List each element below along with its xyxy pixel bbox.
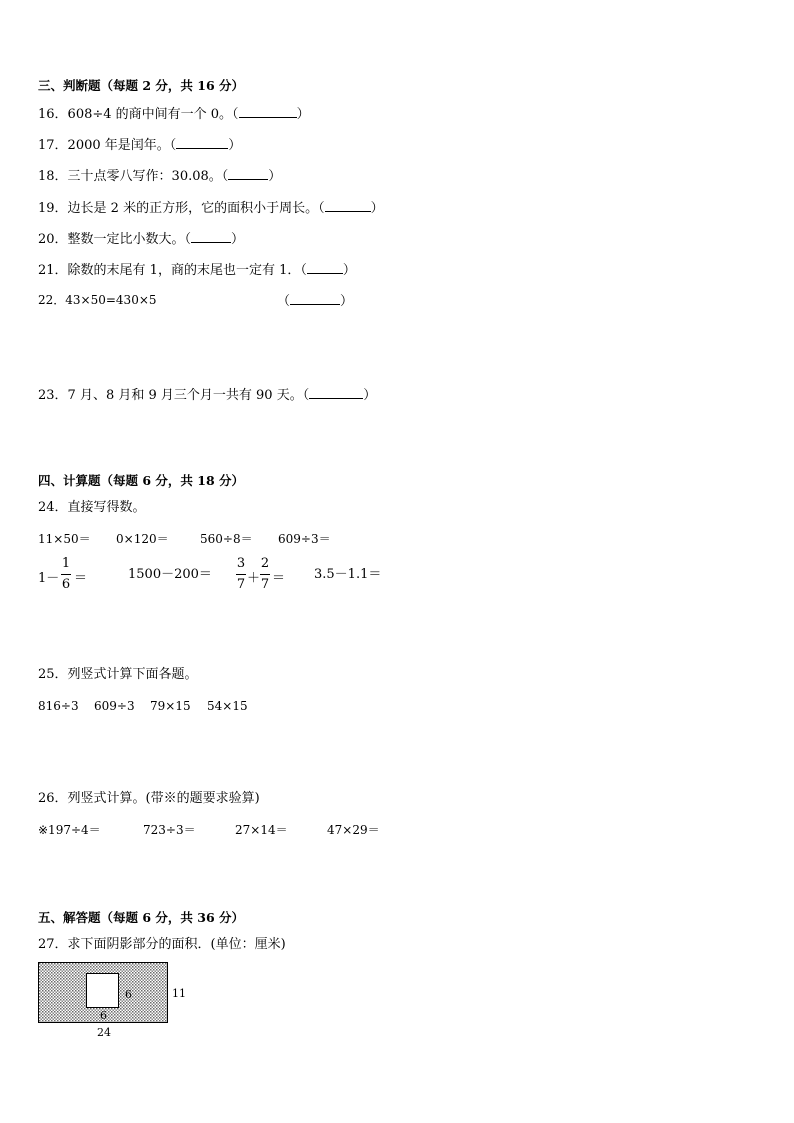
calc-c-denominator-2: 7 (260, 577, 270, 592)
question-26-title: 26．列竖式计算。(带※的题要求验算) (38, 791, 260, 806)
vertical-calc-723div3: 723÷3＝ (143, 823, 196, 837)
section-4-heading: 四、计算题（每题 6 分，共 18 分） (38, 473, 245, 488)
question-20-close: ） (231, 232, 245, 247)
calc-item-0x120: 0×120＝ (116, 532, 169, 546)
outer-height-label: 11 (172, 987, 186, 1000)
question-16-close: ） (296, 107, 310, 122)
answer-blank-23[interactable] (309, 386, 363, 399)
question-20-text: 20．整数一定比小数大。（ (38, 232, 192, 247)
answer-blank-17[interactable] (176, 136, 228, 149)
vertical-calc-27x14: 27×14＝ (235, 823, 288, 837)
calc-item-3.5-1.1: 3.5－1.1＝ (314, 567, 382, 582)
question-17 (38, 136, 241, 154)
question-22-answer (277, 292, 353, 310)
question-22-close: ） (340, 294, 354, 309)
calc-item-609div3: 609÷3＝ (278, 532, 331, 546)
question-21-text: 21．除数的末尾有 1，商的末尾也一定有 1．（ (38, 263, 307, 278)
calc-c-denominator-1: 7 (236, 577, 246, 592)
answer-blank-22[interactable] (290, 292, 340, 305)
answer-blank-20[interactable] (191, 230, 231, 243)
answer-blank-19[interactable] (325, 199, 371, 212)
question-18-text: 18．三十点零八写作：30.08。（ (38, 169, 229, 184)
inner-white-square (87, 974, 119, 1008)
vertical-calc-609div3: 609÷3 (94, 699, 135, 713)
inner-side-label-bottom: 6 (100, 1009, 107, 1022)
calc-a-numerator: 1 (61, 556, 71, 571)
question-22-open: （ (277, 294, 291, 309)
question-21 (38, 261, 356, 279)
calc-c-plus: ＋ (247, 571, 261, 586)
calc-a-denominator: 6 (61, 577, 71, 592)
question-19 (38, 199, 384, 217)
question-16 (38, 105, 310, 123)
vertical-calc-816div3: 816÷3 (38, 699, 79, 713)
vertical-calc-197div4: ※197÷4＝ (38, 823, 101, 837)
question-23-close: ） (363, 388, 377, 403)
calc-item-1500-200: 1500－200＝ (128, 567, 212, 582)
question-23 (38, 386, 376, 404)
question-19-text: 19．边长是 2 米的正方形，它的面积小于周长。（ (38, 201, 325, 216)
calc-c-numerator-2: 2 (260, 556, 270, 571)
answer-blank-18[interactable] (228, 167, 268, 180)
outer-width-label: 24 (97, 1026, 111, 1039)
question-23-text: 23．7 月、8 月和 9 月三个月一共有 90 天。（ (38, 388, 310, 403)
question-18 (38, 167, 281, 185)
section-3-heading: 三、判断题（每题 2 分，共 16 分） (38, 78, 245, 93)
section-5-heading: 五、解答题（每题 6 分，共 36 分） (38, 910, 245, 925)
calc-item-560div8: 560÷8＝ (200, 532, 253, 546)
calc-a-equals: ＝ (74, 571, 88, 586)
question-22 (38, 292, 157, 308)
question-19-close: ） (370, 201, 384, 216)
calc-c-fraction-bar-1 (236, 574, 246, 575)
question-22-text: 22．43×50=430×5 (38, 293, 157, 307)
calc-a-prefix: 1－ (38, 571, 60, 586)
calc-c-numerator-1: 3 (236, 556, 246, 571)
calc-item-11x50: 11×50＝ (38, 532, 91, 546)
calc-a-fraction-bar (61, 574, 71, 575)
question-16-text: 16．608÷4 的商中间有一个 0。（ (38, 107, 239, 122)
vertical-calc-54x15: 54×15 (207, 699, 248, 713)
answer-blank-21[interactable] (307, 261, 343, 274)
calc-c-equals: ＝ (272, 571, 286, 586)
answer-blank-16[interactable] (239, 105, 297, 118)
question-18-close: ） (268, 169, 282, 184)
question-25-title: 25．列竖式计算下面各题。 (38, 667, 198, 682)
vertical-calc-47x29: 47×29＝ (327, 823, 380, 837)
question-20 (38, 230, 244, 248)
calc-c-fraction-bar-2 (260, 574, 270, 575)
inner-side-label-right: 6 (125, 988, 132, 1001)
question-21-close: ） (342, 263, 356, 278)
question-17-text: 17．2000 年是闰年。（ (38, 138, 177, 153)
question-27-title: 27．求下面阴影部分的面积．(单位：厘米) (38, 937, 286, 952)
question-24-title: 24．直接写得数。 (38, 500, 146, 515)
question-17-close: ） (228, 138, 242, 153)
vertical-calc-79x15: 79×15 (150, 699, 191, 713)
